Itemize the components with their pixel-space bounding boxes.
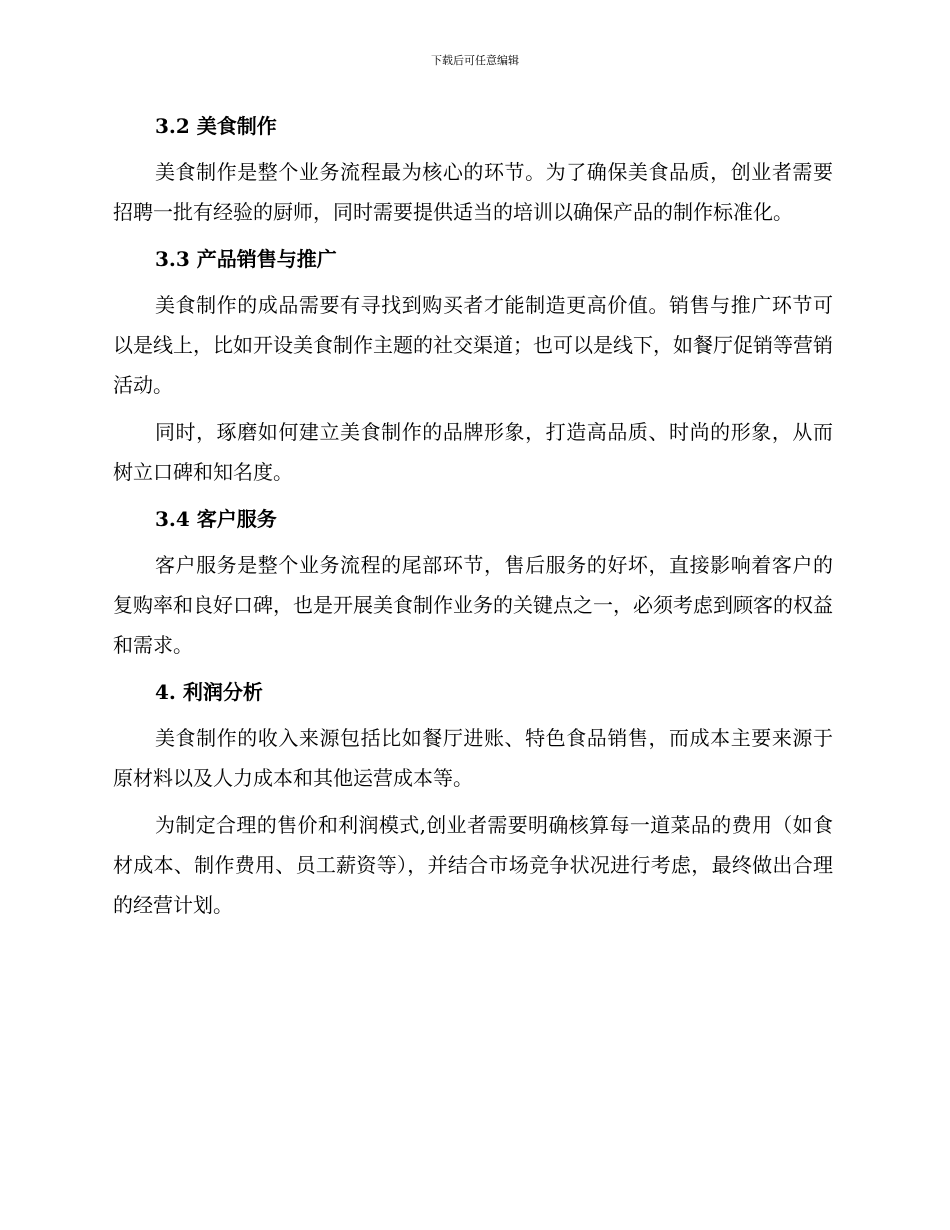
paragraph-sales-promotion: 美食制作的成品需要有寻找到购买者才能制造更高价值。销售与推广环节可以是线上，比如开设美食制作主题的社交渠道；也可以是线下，如餐厅促销等营销活动。 — [113, 293, 833, 397]
paragraph-pricing-plan: 为制定合理的售价和利润模式,创业者需要明确核算每一道菜品的费用（如食材成本、制作费用、员工薪资等），并结合市场竞争状况进行考虑，最终做出合理的经营计划。 — [113, 813, 833, 917]
section-heading-3-2: 3.2 美食制作 — [155, 114, 277, 138]
paragraph-food-production: 美食制作是整个业务流程最为核心的环节。为了确保美食品质，创业者需要招聘一批有经验的厨师，同时需要提供适当的培训以确保产品的制作标准化。 — [113, 160, 833, 224]
paragraph-brand-image: 同时，琢磨如何建立美食制作的品牌形象，打造高品质、时尚的形象，从而树立口碑和知名度。 — [113, 420, 833, 484]
paragraph-customer-service: 客户服务是整个业务流程的尾部环节，售后服务的好坏，直接影响着客户的复购率和良好口碑，也是开展美食制作业务的关键点之一，必须考虑到顾客的权益和需求。 — [113, 553, 833, 657]
section-heading-4: 4. 利润分析 — [155, 680, 263, 704]
document-body — [113, 106, 833, 932]
paragraph-revenue-cost: 美食制作的收入来源包括比如餐厅进账、特色食品销售，而成本主要来源于原材料以及人力成本和其他运营成本等。 — [113, 726, 833, 790]
section-heading-3-3: 3.3 产品销售与推广 — [155, 247, 337, 271]
page-header: 下载后可任意编辑 — [431, 54, 519, 67]
section-heading-3-4: 3.4 客户服务 — [155, 507, 277, 531]
